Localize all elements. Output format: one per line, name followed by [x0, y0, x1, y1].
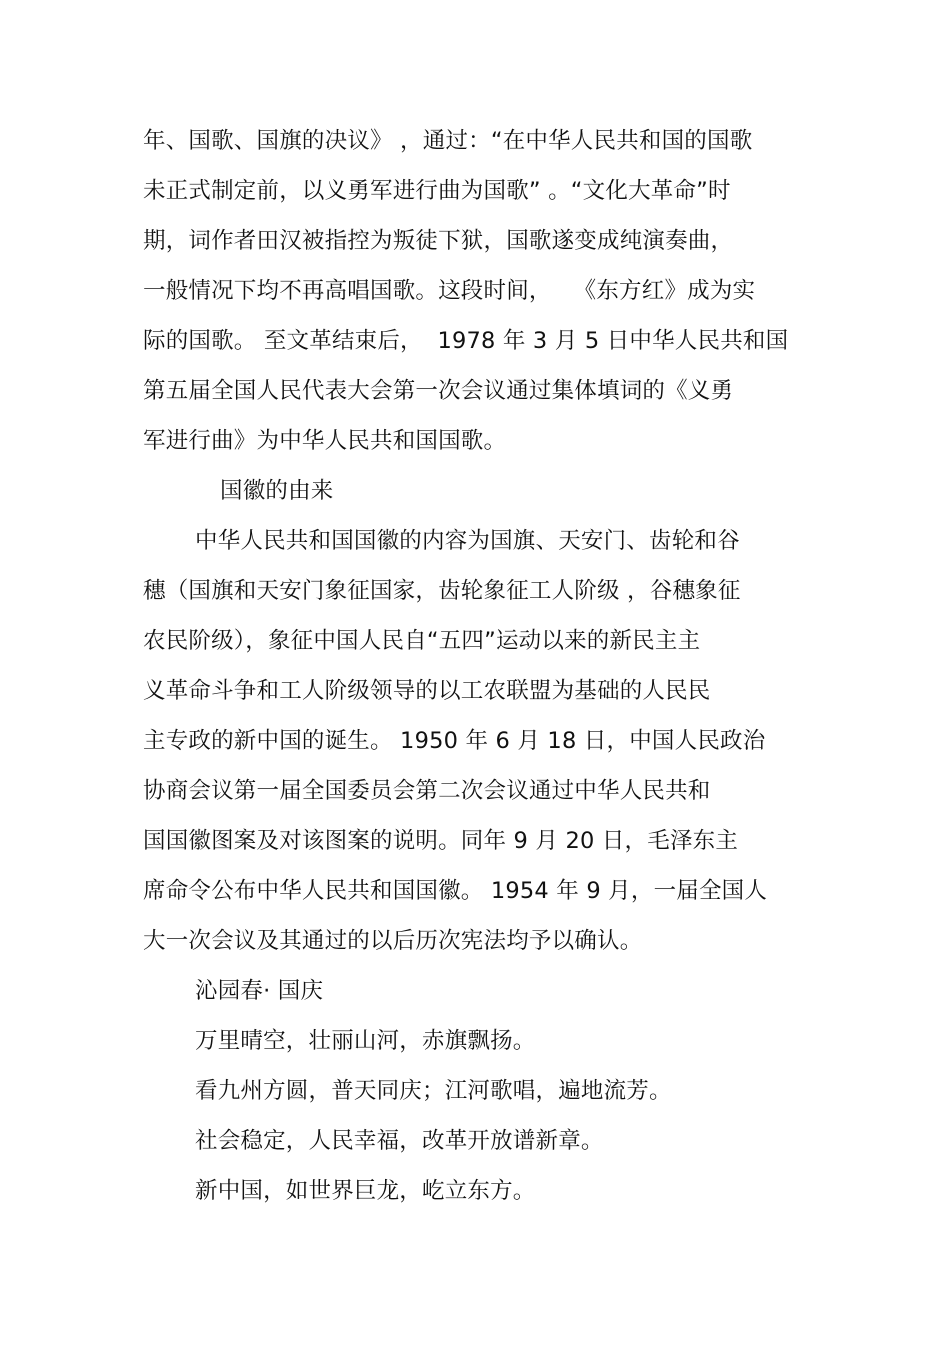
- text-line: 席命令公布中华人民共和国国徽。 1954 年 9 月，一届全国人: [143, 878, 768, 904]
- text-line: 国国徽图案及对该图案的说明。同年 9 月 20 日，毛泽东主: [143, 828, 739, 854]
- text-line: 主专政的新中国的诞生。 1950 年 6 月 18 日，中国人民政治: [143, 728, 766, 754]
- poem-line: 万里晴空，壮丽山河，赤旗飘扬。: [195, 1028, 536, 1054]
- section-heading: 国徽的由来: [220, 478, 334, 504]
- poem-title: 沁园春· 国庆: [195, 978, 324, 1004]
- text-line: 农民阶级），象征中国人民自“五四”运动以来的新民主主: [143, 628, 701, 654]
- poem-line: 新中国，如世界巨龙，屹立东方。: [195, 1178, 536, 1204]
- text-line: 协商会议第一届全国委员会第二次会议通过中华人民共和: [143, 778, 711, 804]
- text-line: 际的国歌。 至文革结束后， 1978 年 3 月 5 日中华人民共和国: [143, 328, 789, 354]
- paragraph-first-line: 中华人民共和国国徽的内容为国旗、天安门、齿轮和谷: [195, 528, 740, 554]
- poem-line: 社会稳定，人民幸福，改革开放谱新章。: [195, 1128, 604, 1154]
- text-line: 义革命斗争和工人阶级领导的以工农联盟为基础的人民民: [143, 678, 711, 704]
- text-line: 一般情况下均不再高唱国歌。这段时间， 《东方红》成为实: [143, 278, 756, 304]
- text-line: 穗（国旗和天安门象征国家，齿轮象征工人阶级 ，谷穗象征: [143, 578, 741, 604]
- poem-line: 看九州方圆，普天同庆；江河歌唱，遍地流芳。: [195, 1078, 672, 1104]
- text-line: 未正式制定前，以义勇军进行曲为国歌” 。“文化大革命”时: [143, 178, 731, 204]
- text-line: 大一次会议及其通过的以后历次宪法均予以确认。: [143, 928, 643, 954]
- text-line: 第五届全国人民代表大会第一次会议通过集体填词的《义勇: [143, 378, 734, 404]
- text-line: 期，词作者田汉被指控为叛徒下狱，国歌遂变成纯演奏曲，: [143, 228, 734, 254]
- text-line: 年、国歌、国旗的决议》 ，通过：“在中华人民共和国的国歌: [143, 128, 753, 154]
- text-line: 军进行曲》为中华人民共和国国歌。: [143, 428, 507, 454]
